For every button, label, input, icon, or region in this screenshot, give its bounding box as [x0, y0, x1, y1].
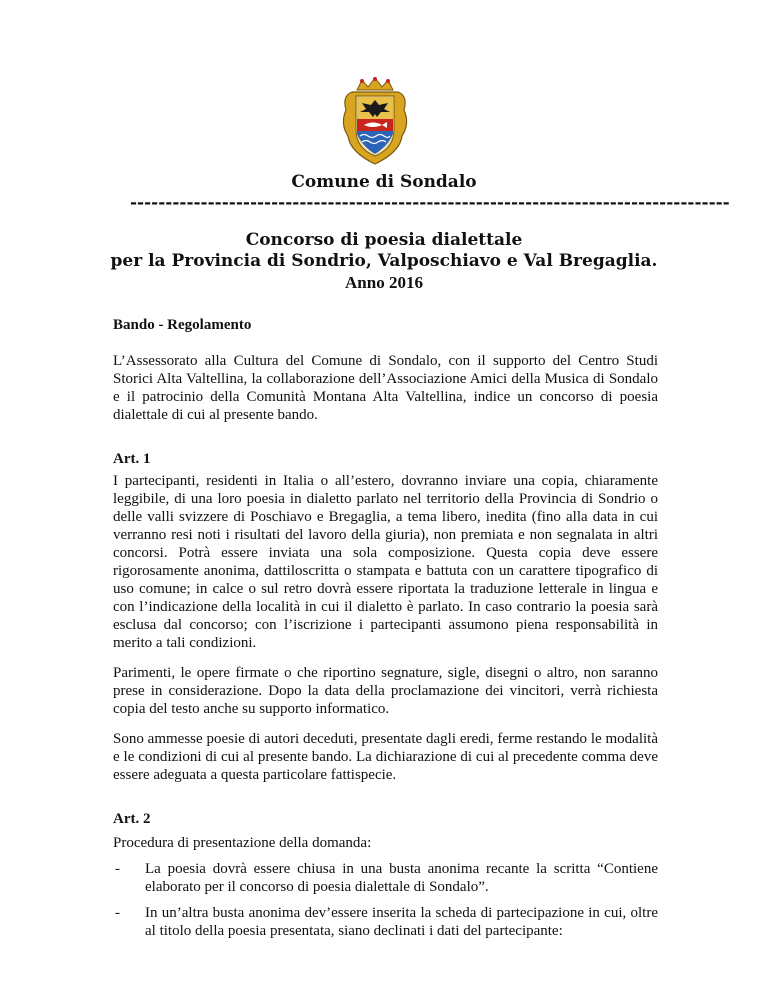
list-bullet: - — [115, 861, 120, 877]
separator-line: ------------------------------------------------------------------------------------- — [130, 193, 730, 213]
article-1-paragraph-3: Sono ammesse poesie di autori deceduti, presentate dagli eredi, ferme restando le modalità e le condizioni di cui al presente bando. La dichiarazione di cui al precedente comma deve essere adeguata a questa particolare fattispecie. — [113, 731, 658, 783]
municipality-name: Comune di Sondalo — [291, 172, 477, 192]
list-item-text: In un’altra busta anonima dev’essere inserita la scheda di partecipazione in cui, oltre al titolo della poesia presentata, siano declinati i dati del partecipante: — [145, 905, 658, 939]
article-2-heading: Art. 2 — [113, 811, 151, 827]
article-1-heading: Art. 1 — [113, 451, 151, 467]
document-title — [0, 230, 768, 293]
document-body — [113, 316, 658, 940]
article-1-paragraph-2: Parimenti, le opere firmate o che riportino segnature, sigle, disegni o altro, non saranno prese in considerazione. Dopo la data della proclamazione dei vincitori, verrà richiesta copia del testo anche su supporto informatico. — [113, 665, 658, 717]
list-item — [113, 904, 658, 940]
article-2-intro: Procedura di presentazione della domanda: — [113, 835, 372, 851]
list-bullet: - — [115, 905, 120, 921]
list-item-text: La poesia dovrà essere chiusa in una busta anonima recante la scritta “Contiene elaborato per il concorso di poesia dialettale di Sondalo”. — [145, 861, 658, 895]
list-item — [113, 860, 658, 896]
title-line-2: per la Provincia di Sondrio, Valposchiavo e Val Bregaglia. — [110, 251, 658, 271]
title-year: Anno 2016 — [345, 273, 423, 292]
title-line-1: Concorso di poesia dialettale — [245, 230, 523, 250]
bando-intro-paragraph: L’Assessorato alla Cultura del Comune di Sondalo, con il supporto del Centro Studi Storici Alta Valtellina, la collaborazione dell’Associazione Amici della Musica di Sondalo e il patrocinio della Comunità Montana Alta Valtellina, indice un concorso di poesia dialettale di cui al presente bando. — [113, 353, 658, 423]
section-heading-bando: Bando - Regolamento — [113, 317, 252, 333]
coat-of-arms-icon — [340, 76, 410, 166]
article-1-paragraph-1: I partecipanti, residenti in Italia o all’estero, dovranno inviare una copia, chiaramente leggibile, di una loro poesia in dialetto parlato nel territorio della Provincia di Sondrio o delle valli svizzere di Poschiavo e Bregaglia, a tema libero, inedita (fino alla data in cui verranno resi noti i risultati del lavoro della giuria), non premiata e non segnalata in altri concorsi. Potrà essere inviata una sola composizione. Questa copia deve essere rigorosamente anonima, dattiloscritta o stampata e battuta con un carattere tipografico di uso comune; in calce o sul retro dovrà essere riportata la traduzione letterale in lingua e con l’indicazione della località in cui il dialetto è parlato. In caso contrario la poesia sarà esclusa dal concorso; con l’iscrizione i partecipanti assumono piena responsabilità in merito a tali condizioni. — [113, 473, 658, 651]
